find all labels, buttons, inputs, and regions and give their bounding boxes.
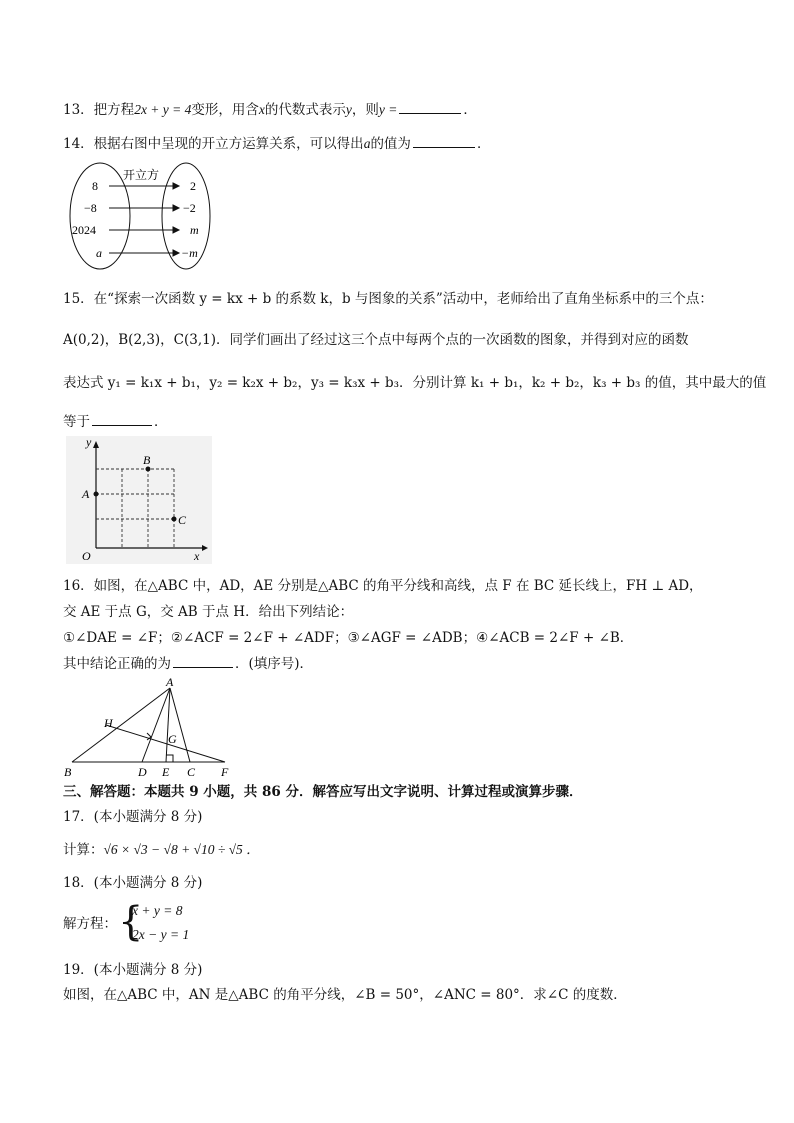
q18-equation-1: x + y = 8	[132, 903, 183, 918]
question-14: 14．根据右图中呈现的开立方运算关系，可以得出a的值为 ．	[63, 133, 490, 153]
q14-answer-blank[interactable]	[413, 133, 475, 148]
right-value-1: 2	[190, 179, 196, 193]
point-a	[94, 492, 99, 497]
coordinate-graph	[66, 436, 212, 564]
q16-line-4: 其中结论正确的为 ．(填序号)．	[63, 653, 313, 673]
q17-title: 17．(本小题满分 8 分)	[63, 809, 203, 825]
q19-text: 如图，在△ABC 中，AN 是△ABC 的角平分线，∠B = 50°，∠ANC = 80°．求∠C 的度数．	[63, 987, 627, 1003]
q15-line-2: A(0,2)，B(2,3)，C(3,1)．同学们画出了经过这三个点中每两个点的一次函数的图象，并得到对应的函数	[63, 332, 689, 348]
right-value-3: m	[190, 223, 199, 237]
left-value-3: 2024	[72, 223, 96, 237]
q15-line-1: 15．在“探索一次函数 y = kx + b 的系数 k，b 与图象的关系”活动中，老师给出了直角坐标系中的三个点：	[63, 291, 713, 307]
vertex-d: D	[138, 765, 147, 779]
left-value-4: a	[96, 246, 102, 260]
q16-line-1: 16．如图，在△ABC 中，AD，AE 分别是△ABC 的角平分线和高线，点 F 在 BC 延长线上，FH ⊥ AD，	[63, 578, 703, 594]
q13-equation: 2x + y = 4	[134, 102, 192, 117]
q15-answer-blank[interactable]	[92, 411, 152, 426]
left-value-2: −8	[84, 201, 97, 215]
vertex-h: H	[104, 716, 113, 730]
system-brace: {	[118, 899, 144, 945]
origin-label: O	[82, 549, 91, 563]
cube-root-mapping-diagram	[66, 160, 216, 272]
left-value-1: 8	[92, 179, 98, 193]
q16-answer-blank[interactable]	[173, 653, 233, 668]
q18-label: 解方程：	[63, 916, 117, 932]
vertex-b: B	[64, 765, 72, 779]
point-c	[172, 517, 177, 522]
question-13: 13．把方程2x + y = 4变形，用含x的代数式表示y，则y = ．	[63, 99, 477, 119]
q19-title: 19．(本小题满分 8 分)	[63, 962, 203, 978]
triangle-figure	[60, 674, 240, 780]
q16-line-2: 交 AE 于点 G，交 AB 于点 H．给出下列结论：	[63, 604, 354, 620]
label-c: C	[178, 513, 187, 527]
q18-title: 18．(本小题满分 8 分)	[63, 875, 203, 891]
point-b	[146, 467, 151, 472]
section-3-heading: 三、解答题：本题共 9 小题，共 86 分．解答应写出文字说明、计算过程或演算步骤．	[63, 784, 583, 800]
q16-line-3: ①∠DAE = ∠F；②∠ACF = 2∠F + ∠ADF；③∠AGF = ∠ADB；④∠ACB = 2∠F + ∠B．	[63, 630, 634, 646]
vertex-f: F	[221, 765, 229, 779]
q17-body: 计算：√6 × √3 − √8 + √10 ÷ √5 ．	[63, 842, 260, 858]
x-axis-label: x	[194, 549, 200, 563]
q15-line-4: 等于 ．	[63, 411, 168, 431]
q15-line-3: 表达式 y₁ = k₁x + b₁，y₂ = k₂x + b₂，y₃ = k₃x + b₃．分别计算 k₁ + b₁，k₂ + b₂，k₃ + b₃ 的值，其中最大的值	[63, 375, 767, 391]
vertex-a: A	[166, 675, 174, 689]
q17-expression: √6 × √3 − √8 + √10 ÷ √5 ．	[103, 842, 260, 857]
diagram-label: 开立方	[123, 168, 160, 182]
vertex-c: C	[187, 765, 196, 779]
y-axis-label: y	[86, 436, 92, 449]
vertex-e: E	[162, 765, 170, 779]
right-value-4: −m	[181, 246, 198, 260]
label-a: A	[82, 487, 90, 501]
q13-answer-blank[interactable]	[399, 99, 461, 114]
label-b: B	[143, 453, 151, 467]
right-value-2: −2	[183, 201, 196, 215]
q18-equation-2: 2x − y = 1	[132, 927, 190, 942]
vertex-g: G	[168, 732, 177, 746]
